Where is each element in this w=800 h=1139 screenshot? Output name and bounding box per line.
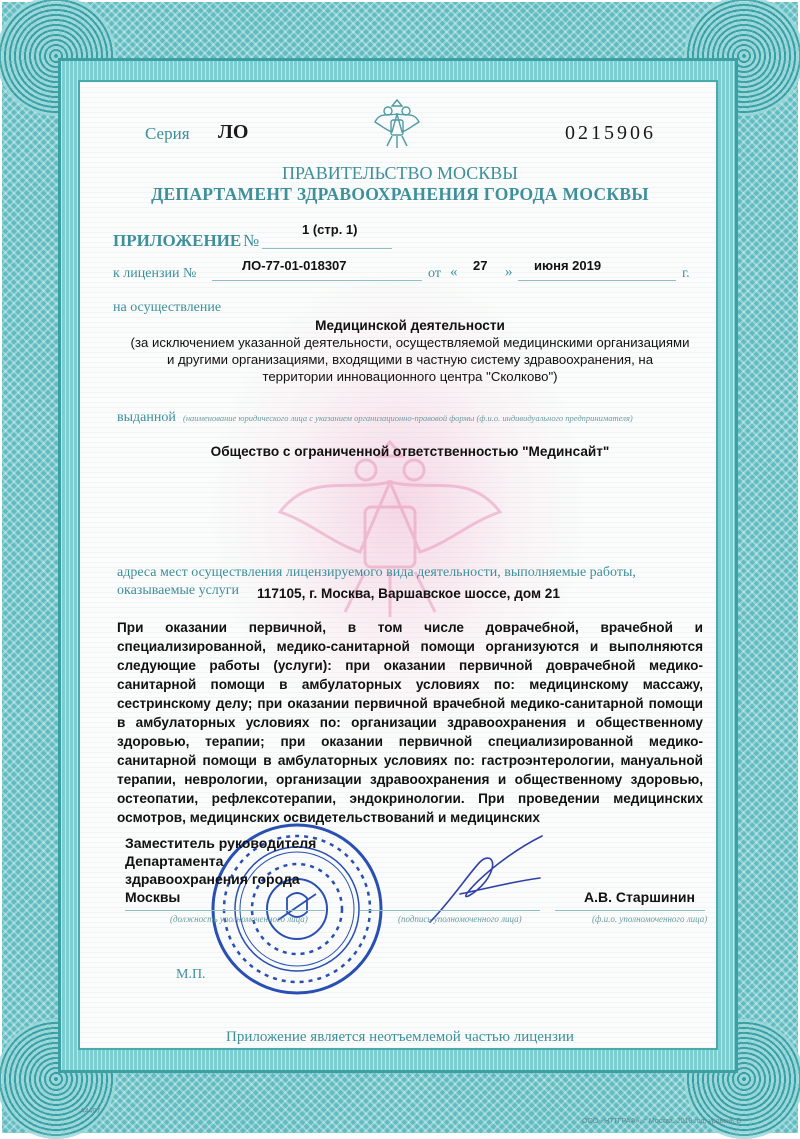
license-from-label: от xyxy=(428,266,441,281)
position-line xyxy=(125,910,325,911)
appendix-underline xyxy=(262,248,392,249)
activity-title: Медицинской деятельности xyxy=(315,318,505,333)
license-year-suffix: г. xyxy=(682,266,690,281)
series-label: Серия xyxy=(145,124,190,143)
address-value: 117105, г. Москва, Варшавское шоссе, дом 21 xyxy=(257,586,560,601)
appendix-number-value: 1 (стр. 1) xyxy=(302,222,358,237)
quote-close: » xyxy=(505,264,513,280)
signatory-line-4: Москвы xyxy=(125,889,181,905)
address-label-line-2: оказываемые услуги xyxy=(117,583,240,598)
quote-open: « xyxy=(450,264,458,280)
signatory-line-1: Заместитель руководителя xyxy=(125,835,317,851)
activity-line-2: и другими организациями, входящими в частную систему здравоохранения, на xyxy=(166,352,654,367)
name-line xyxy=(555,910,705,911)
seal-place-label: М.П. xyxy=(176,967,206,982)
printer-info: ООО «НТТГРАФ», г. Москва, 2018 год, уровень В xyxy=(582,1118,742,1125)
signatory-name: А.В. Старшинин xyxy=(584,889,695,905)
license-number-underline xyxy=(212,280,422,281)
license-day: 27 xyxy=(473,258,488,273)
series-value: ЛО xyxy=(218,121,249,143)
issued-organization: Общество с ограниченной ответственностью "Мединсайт" xyxy=(210,444,610,459)
print-code: А4407 xyxy=(80,1108,101,1115)
license-number-label: к лицензии № xyxy=(113,266,197,281)
license-date-underline xyxy=(518,280,676,281)
signature-line xyxy=(360,910,540,911)
signatory-line-2: Департамента xyxy=(125,853,224,869)
appendix-number-sign: № xyxy=(243,231,260,250)
footer-note: Приложение является неотъемлемой частью лицензии xyxy=(226,1029,574,1045)
government-title: ПРАВИТЕЛЬСТВО МОСКВЫ xyxy=(281,163,518,183)
services-text: При оказании первичной, в том числе доврачебной, врачебной и специализированной, медико-санитарной помощи организуются и выполняются следующие работы (услуги): при оказании первичной доврачебной медико-санитарной помощи в амбулаторных условиях по: медицинскому массажу, сестринскому делу; при оказании первичной врачебной медико-санитарной помощи в амбулаторных условиях по: организации здравоохранения и общественному здоровью, терапии; при оказании первичной специализированной медико-санитарной помощи в амбулаторных условиях по: гастроэнтерологии, мануальной терапии, неврологии, организации здравоохранения и общественному здоровью, остеопатии, рефлексотерапии, эндокринологии. При проведении медицинских осмотров, медицинских освидетельствований и медицинских xyxy=(117,620,703,825)
license-form-number: 0215906 xyxy=(565,122,656,144)
license-number-value: ЛО-77-01-018307 xyxy=(242,258,347,273)
position-hint: (должность уполномоченного лица) xyxy=(170,914,308,924)
activity-label: на осуществление xyxy=(113,300,222,315)
signature-hint: (подпись уполномоченного лица) xyxy=(398,914,522,924)
department-title: ДЕПАРТАМЕНТ ЗДРАВООХРАНЕНИЯ ГОРОДА МОСКВЫ xyxy=(151,184,649,204)
activity-line-3: территории инновационного центра "Сколково") xyxy=(262,369,558,384)
activity-line-1: (за исключением указанной деятельности, осуществляемой медицинскими организациями xyxy=(130,335,690,350)
issued-hint: (наименование юридического лица с указанием организационно-правовой формы (ф.и.о. индивидуального предпринимателя) xyxy=(183,413,633,423)
coat-of-arms-icon xyxy=(372,96,422,151)
appendix-label: ПРИЛОЖЕНИЕ xyxy=(113,231,242,250)
license-month-year: июня 2019 xyxy=(534,258,602,273)
address-label-line-1: адреса мест осуществления лицензируемого вида деятельности, выполняемые работы, xyxy=(117,565,636,580)
issued-label: выданной xyxy=(117,410,176,425)
name-hint: (ф.и.о. уполномоченного лица) xyxy=(592,914,708,924)
signatory-line-3: здравоохранения города xyxy=(125,871,300,887)
